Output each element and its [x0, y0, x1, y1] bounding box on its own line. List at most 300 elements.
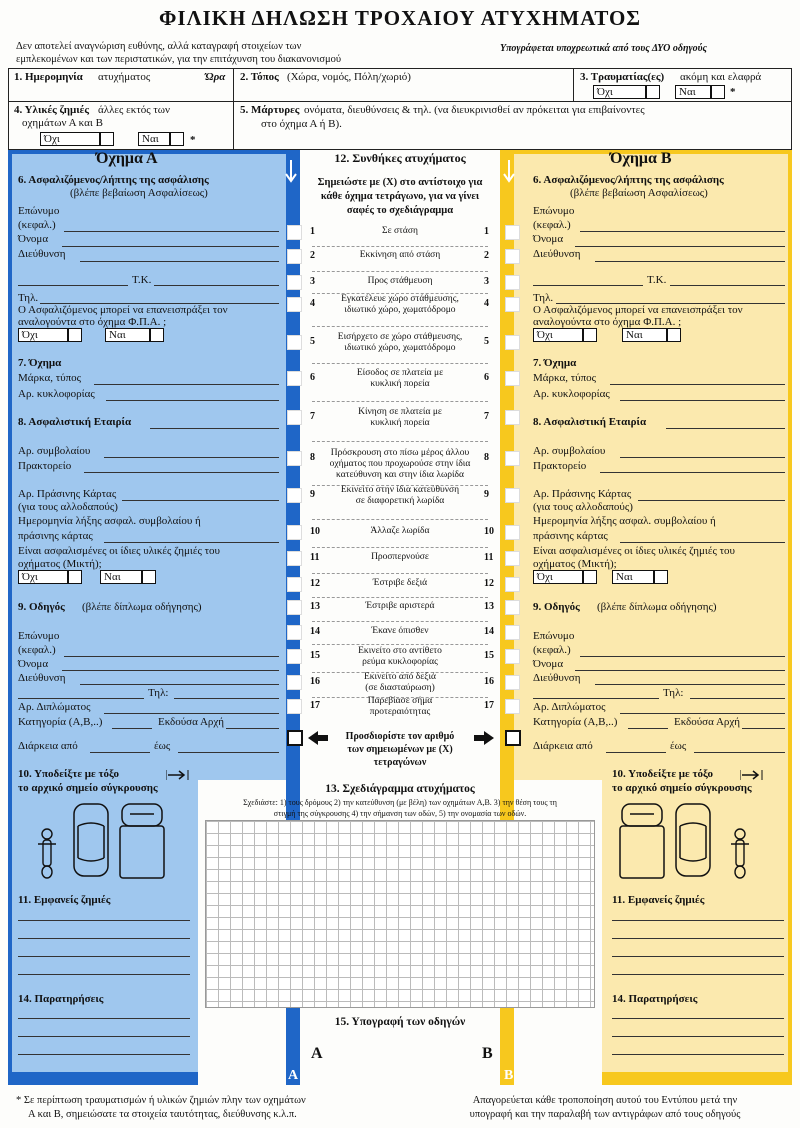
circumstances-instr-3: σαφές το σχεδιάγραμμα	[346, 205, 454, 216]
circumstance-text: κατεύθυνση και στην ίδια λωρίδα	[336, 470, 464, 480]
circumstance-number-right: 15	[484, 650, 494, 661]
circumstance-separator	[312, 519, 488, 520]
b-s11-label: 11. Εμφανείς ζημιές	[612, 894, 705, 906]
circumstance-separator	[312, 597, 488, 598]
a-count-box[interactable]	[287, 730, 303, 746]
damage-star: *	[190, 134, 196, 146]
b-mixed-yes-checkbox[interactable]	[654, 570, 668, 584]
field-3-sub: ακόμη και ελαφρά	[680, 71, 762, 83]
circumstance-number-left: 12	[310, 578, 320, 589]
a-circumstance-checkbox-3[interactable]	[287, 275, 302, 290]
b-d-name-label: Όνομα	[533, 658, 564, 670]
b-s7-label: 7. Όχημα	[533, 357, 577, 369]
b-mixed-label-2: οχήματος (Μικτή);	[533, 558, 617, 570]
a-policy-input[interactable]	[104, 457, 279, 458]
sketch-title: 13. Σχεδιάγραμμα ατυχήματος	[325, 783, 475, 795]
a-until-label: έως	[154, 740, 171, 752]
b-s9-sub: (βλέπε δίπλωμα οδήγησης)	[597, 601, 717, 613]
b-vat-yes-checkbox[interactable]	[667, 328, 681, 342]
a-plate-input[interactable]	[106, 400, 279, 401]
b-expiry-label-2: πράσινης κάρτας	[533, 530, 608, 542]
a-circumstance-checkbox-7[interactable]	[287, 410, 302, 425]
b-mixed-label: Είναι ασφαλισμένες οι ίδιες υλικές ζημιές του	[533, 545, 735, 557]
b-postal-input[interactable]	[670, 285, 785, 286]
circumstance-separator	[312, 246, 488, 247]
a-s11-label: 11. Εμφανείς ζημιές	[18, 894, 111, 906]
a-s14-line-2[interactable]	[18, 1036, 190, 1037]
circumstance-number-left: 11	[310, 552, 320, 563]
b-s14-label: 14. Παρατηρήσεις	[612, 993, 698, 1005]
a-s6-label: 6. Ασφαλιζόμενος/λήπτης της ασφάλισης	[18, 174, 209, 186]
vehicle-a-title: Όχημα Α	[96, 150, 158, 167]
b-plate-label: Αρ. κυκλοφορίας	[533, 388, 610, 400]
b-s8-label: 8. Ασφαλιστική Εταιρία	[533, 416, 647, 428]
a-mixed-yes-label: Ναι	[100, 570, 142, 584]
b-address-input[interactable]	[595, 261, 785, 262]
circumstances-instr-1: Σημειώστε με (Χ) στο αντίστοιχο για	[317, 177, 483, 188]
circumstance-text: Προσπερνούσε	[371, 552, 429, 562]
a-s9-sub: (βλέπε δίπλωμα οδήγησης)	[82, 601, 202, 613]
a-mixed-label-2: οχήματος (Μικτή);	[18, 558, 102, 570]
a-expiry-label: Ημερομηνία λήξης ασφαλ. συμβολαίου ή	[18, 515, 201, 527]
b-duration-label: Διάρκεια από	[533, 740, 593, 752]
b-circumstance-checkbox-6[interactable]	[505, 371, 520, 386]
field-5-sub-2: στο όχημα Α ή Β).	[261, 118, 342, 130]
a-vat-yes-checkbox[interactable]	[150, 328, 164, 342]
a-arrow-icon	[166, 768, 190, 780]
b-green-sub: (για τους αλλοδαπούς)	[533, 501, 633, 513]
a-d-surname-label-2: (κεφαλ.)	[18, 644, 56, 656]
b-s14-line-1[interactable]	[612, 1018, 784, 1019]
a-address-label: Διεύθυνση	[18, 248, 66, 260]
a-address-input[interactable]	[80, 261, 279, 262]
a-vat-line-2: αναλογούντα στο όχημα Φ.Π.Α. ;	[18, 316, 167, 328]
circumstance-number-right: 16	[484, 676, 494, 687]
circumstance-text: Κίνηση σε πλατεία με	[358, 407, 442, 417]
circumstance-text: ρεύμα κυκλοφορίας	[362, 657, 438, 667]
b-count-box[interactable]	[505, 730, 521, 746]
a-postal-label: Τ.Κ.	[132, 274, 152, 286]
circumstance-text: ιδιωτικό χώρο, χωματόδρομο	[344, 305, 456, 315]
b-agency-label: Πρακτορείο	[533, 460, 587, 472]
circumstance-text: προτεραιότητας	[369, 707, 431, 717]
circumstance-text: σε διαφορετική λωρίδα	[355, 496, 445, 506]
a-green-label: Αρ. Πράσινης Κάρτας	[18, 488, 117, 500]
a-mixed-no-label: Όχι	[18, 570, 68, 584]
circumstance-text: Εκινείτο στο αντίθετο	[358, 646, 442, 656]
count-text-2: των σημειωμένων με (Χ)	[347, 744, 453, 755]
circumstance-number-right: 5	[484, 336, 489, 347]
b-s14-line-3[interactable]	[612, 1054, 784, 1055]
a-s8-input[interactable]	[150, 428, 279, 429]
b-policy-input[interactable]	[620, 457, 785, 458]
car-icon	[676, 804, 710, 876]
circumstance-text: Άλλαζε λωρίδα	[370, 526, 430, 536]
a-vehicles-svg	[30, 800, 190, 880]
a-mixed-no-checkbox[interactable]	[68, 570, 82, 584]
b-issuer-input[interactable]	[742, 728, 785, 729]
b-vat-yes-label: Ναι	[622, 328, 667, 342]
a-d-name-label: Όνομα	[18, 658, 49, 670]
circumstance-text: Εγκατέλευε χώρο στάθμευσης,	[341, 294, 459, 304]
a-surname-label-2: (κεφαλ.)	[18, 219, 56, 231]
circumstance-number-right: 2	[484, 250, 489, 261]
a-expiry-label-2: πράσινης κάρτας	[18, 530, 93, 542]
b-license-label: Αρ. Διπλώματος	[533, 701, 606, 713]
a-circumstance-checkbox-17[interactable]	[287, 699, 302, 714]
a-s9-label: 9. Οδηγός	[18, 601, 65, 613]
b-circumstance-checkbox-17[interactable]	[505, 699, 520, 714]
circumstance-number-left: 14	[310, 626, 320, 637]
vehicle-b-title: Όχημα Β	[610, 150, 672, 167]
b-circumstance-checkbox-15[interactable]	[505, 649, 520, 664]
b-brand-input[interactable]	[610, 384, 785, 385]
b-d-surname-label: Επώνυμο	[533, 630, 575, 642]
b-d-surname-input[interactable]	[580, 656, 785, 657]
a-issuer-input[interactable]	[226, 728, 279, 729]
circumstance-number-right: 3	[484, 276, 489, 287]
signature-b-label: B	[482, 1045, 493, 1062]
b-s11-line-3[interactable]	[612, 956, 784, 957]
b-circumstance-checkbox-3[interactable]	[505, 275, 520, 290]
signature-a-label: A	[311, 1045, 323, 1062]
circumstance-text: Παρεβίασε σήμα	[367, 696, 433, 706]
a-s14-line-3[interactable]	[18, 1054, 190, 1055]
circumstance-text: Εκκίνηση από στάση	[359, 250, 441, 260]
a-circumstance-checkbox-9[interactable]	[287, 488, 302, 503]
circumstance-number-left: 5	[310, 336, 315, 347]
a-expiry-input[interactable]	[104, 542, 279, 543]
count-text-1: Προσδιορίστε τον αριθμό	[345, 731, 455, 742]
a-corner-letter: A	[288, 1068, 299, 1083]
circumstance-text: Έστριβε αριστερά	[365, 601, 435, 611]
a-brand-input[interactable]	[94, 384, 279, 385]
a-license-input[interactable]	[104, 713, 279, 714]
field-1-sub: ατυχήματος	[98, 71, 151, 83]
a-s10-label: 10. Υποδείξτε με τόξο	[18, 768, 119, 780]
a-circumstance-checkbox-6[interactable]	[287, 371, 302, 386]
a-circumstance-checkbox-12[interactable]	[287, 577, 302, 592]
circumstance-number-right: 8	[484, 452, 489, 463]
circumstance-number-right: 17	[484, 700, 494, 711]
a-address-input-2[interactable]	[18, 285, 128, 286]
b-d-phone-input[interactable]	[690, 698, 785, 699]
b-until-label: έως	[670, 740, 687, 752]
b-green-input[interactable]	[638, 500, 785, 501]
a-s11-line-2[interactable]	[18, 938, 190, 939]
footer-left-2: Α και Β, σημειώσατε τα στοιχεία ταυτότητας, διεύθυνσης κ.λ.π.	[28, 1109, 297, 1120]
b-s9-label: 9. Οδηγός	[533, 601, 580, 613]
a-s7-label: 7. Όχημα	[18, 357, 62, 369]
a-d-surname-input[interactable]	[64, 656, 279, 657]
circumstance-number-right: 11	[484, 552, 494, 563]
field-4-sub-2: οχημάτων Α και Β	[22, 117, 103, 129]
a-circumstance-checkbox-1[interactable]	[287, 225, 302, 240]
b-mixed-no-label: Όχι	[533, 570, 583, 584]
a-circumstance-checkbox-11[interactable]	[287, 551, 302, 566]
a-category-label: Κατηγορία (Α,Β,..)	[18, 716, 103, 728]
circumstance-text: Εκινείτο από δεξιά	[363, 672, 437, 682]
circumstance-number-right: 4	[484, 298, 489, 309]
b-circumstance-checkbox-2[interactable]	[505, 249, 520, 264]
circumstance-number-left: 9	[310, 489, 315, 500]
circumstance-text: Έστριβε δεξιά	[372, 578, 428, 588]
a-s14-label: 14. Παρατηρήσεις	[18, 993, 104, 1005]
a-circumstance-checkbox-15[interactable]	[287, 649, 302, 664]
b-s6-label: 6. Ασφαλιζόμενος/λήπτης της ασφάλισης	[533, 174, 724, 186]
damage-yes-label: Ναι	[138, 132, 170, 146]
a-postal-input[interactable]	[154, 285, 279, 286]
b-postal-label: Τ.Κ.	[647, 274, 667, 286]
b-vehicles-icons[interactable]	[616, 800, 776, 880]
b-circumstance-checkbox-7[interactable]	[505, 410, 520, 425]
b-mixed-no-checkbox[interactable]	[583, 570, 597, 584]
damage-no-label: Όχι	[40, 132, 100, 146]
a-circumstance-checkbox-5[interactable]	[287, 335, 302, 350]
a-d-address-input[interactable]	[80, 684, 279, 685]
circumstance-text: Πρόσκρουση στο πίσω μέρος άλλου	[330, 448, 470, 458]
a-circumstance-checkbox-10[interactable]	[287, 525, 302, 540]
a-vat-no-checkbox[interactable]	[68, 328, 82, 342]
subtitle-line-2: εμπλεκομένων και των περιστατικών, για την επιτάχυνση του διακανονισμού	[16, 54, 342, 65]
circumstance-number-left: 7	[310, 411, 315, 422]
a-d-name-input[interactable]	[62, 670, 279, 671]
truck-icon	[120, 804, 164, 878]
circumstance-number-right: 6	[484, 372, 489, 383]
circumstance-number-left: 4	[310, 298, 315, 309]
field-4-label: 4. Υλικές ζημιές	[14, 104, 90, 116]
b-surname-label: Επώνυμο	[533, 205, 575, 217]
b-d-name-input[interactable]	[575, 670, 785, 671]
b-vehicles-svg	[616, 800, 776, 880]
a-circumstance-checkbox-16[interactable]	[287, 675, 302, 690]
injured-yes-label: Ναι	[675, 85, 711, 99]
circumstance-number-right: 14	[484, 626, 494, 637]
b-license-input[interactable]	[620, 713, 785, 714]
circumstance-number-right: 7	[484, 411, 489, 422]
circumstance-number-left: 8	[310, 452, 315, 463]
b-circumstance-checkbox-13[interactable]	[505, 600, 520, 615]
circumstances-title: 12. Συνθήκες ατυχήματος	[334, 151, 466, 165]
b-vat-no-checkbox[interactable]	[583, 328, 597, 342]
circumstance-separator	[312, 644, 488, 645]
b-expiry-label: Ημερομηνία λήξης ασφαλ. συμβολαίου ή	[533, 515, 716, 527]
a-green-sub: (για τους αλλοδαπούς)	[18, 501, 118, 513]
field-1-time: Ώρα	[205, 71, 226, 83]
circumstance-text: ιδιωτικό χώρο, χωματόδρομο	[344, 343, 456, 353]
circumstance-separator	[312, 363, 488, 364]
b-arrow-icon	[740, 768, 764, 780]
a-d-phone-label: Τηλ:	[148, 687, 169, 699]
b-circumstance-checkbox-9[interactable]	[505, 488, 520, 503]
b-circumstance-checkbox-8[interactable]	[505, 451, 520, 466]
a-s11-line-1[interactable]	[18, 920, 190, 921]
b-s11-line-1[interactable]	[612, 920, 784, 921]
circumstance-number-left: 2	[310, 250, 315, 261]
a-s11-line-4[interactable]	[18, 974, 190, 975]
b-duration-from-input[interactable]	[606, 752, 666, 753]
circumstances-instr-2: κάθε όχημα τετράγωνο, για να γίνει	[320, 191, 480, 202]
circumstance-text: (σε διασταύρωση)	[365, 683, 435, 693]
b-circumstance-checkbox-11[interactable]	[505, 551, 520, 566]
footer-right-2: υπογραφή και την παραλαβή των αντιγράφων από τους οδηγούς	[469, 1109, 741, 1120]
b-circumstance-checkbox-1[interactable]	[505, 225, 520, 240]
circumstance-number-right: 9	[484, 489, 489, 500]
injured-no-label: Όχι	[593, 85, 646, 99]
circumstance-number-left: 15	[310, 650, 320, 661]
subtitle-line-1: Δεν αποτελεί αναγνώριση ευθύνης, αλλά καταγραφή στοιχείων των	[16, 41, 302, 52]
count-text-3: τετραγώνων	[373, 757, 427, 768]
a-brand-label: Μάρκα, τύπος	[18, 372, 82, 384]
circumstance-separator	[312, 547, 488, 548]
a-circumstance-checkbox-2[interactable]	[287, 249, 302, 264]
circumstance-text: Έκανε όπισθεν	[371, 626, 429, 636]
b-vat-line-1: Ο Ασφαλιζόμενος μπορεί να επανεισπράξει τον	[533, 304, 743, 316]
circumstance-text: κυκλική πορεία	[370, 418, 430, 428]
a-surname-input[interactable]	[64, 231, 279, 232]
circumstance-text: Είσοδος σε πλατεία με	[356, 368, 444, 378]
field-2-sub: (Χώρα, νομός, Πόλη/χωριό)	[287, 71, 411, 83]
b-address-label: Διεύθυνση	[533, 248, 581, 260]
a-license-label: Αρ. Διπλώματος	[18, 701, 91, 713]
a-circumstance-checkbox-8[interactable]	[287, 451, 302, 466]
a-mixed-yes-checkbox[interactable]	[142, 570, 156, 584]
b-d-address-input[interactable]	[595, 684, 785, 685]
b-s10-label-2: το αρχικό σημείο σύγκρουσης	[612, 782, 752, 794]
a-name-input[interactable]	[62, 246, 279, 247]
b-circumstance-checkbox-5[interactable]	[505, 335, 520, 350]
a-d-surname-label: Επώνυμο	[18, 630, 60, 642]
circumstance-number-left: 1	[310, 226, 315, 237]
a-vat-line-1: Ο Ασφαλιζόμενος μπορεί να επανεισπράξει τον	[18, 304, 228, 316]
circumstance-number-left: 6	[310, 372, 315, 383]
circumstance-number-right: 1	[484, 226, 489, 237]
field-5-sub-1: ονόματα, διευθύνσεις & τηλ. (να διευκρινισθεί αν πρόκειται για επιβαίνοντες	[304, 104, 645, 116]
b-issuer-label: Εκδούσα Αρχή	[674, 716, 741, 728]
a-phone-label: Τηλ.	[18, 292, 39, 304]
a-vat-yes-label: Ναι	[105, 328, 150, 342]
circumstance-number-left: 16	[310, 676, 320, 687]
b-circumstance-checkbox-16[interactable]	[505, 675, 520, 690]
a-agency-label: Πρακτορείο	[18, 460, 72, 472]
sketch-grid[interactable]	[205, 820, 595, 1008]
circumstance-text: οχήματος που προχωρούσε στην ίδια	[329, 459, 471, 469]
a-s11-line-3[interactable]	[18, 956, 190, 957]
b-plate-input[interactable]	[620, 400, 785, 401]
b-circumstance-checkbox-14[interactable]	[505, 625, 520, 640]
b-s6-sub: (βλέπε βεβαίωση Ασφαλίσεως)	[570, 187, 708, 199]
b-s14-line-2[interactable]	[612, 1036, 784, 1037]
circumstance-separator	[312, 401, 488, 402]
a-circumstance-checkbox-14[interactable]	[287, 625, 302, 640]
motorcycle-icon	[38, 829, 56, 878]
circumstance-separator	[312, 621, 488, 622]
car-icon	[74, 804, 108, 876]
b-d-surname-label-2: (κεφαλ.)	[533, 644, 571, 656]
sign-note: Υπογράφεται υποχρεωτικά από τους ΔΥΟ οδηγούς	[500, 43, 707, 54]
b-circumstance-checkbox-4[interactable]	[505, 297, 520, 312]
a-agency-input[interactable]	[84, 472, 279, 473]
circumstance-text: κυκλική πορεία	[370, 379, 430, 389]
a-duration-from-input[interactable]	[90, 752, 150, 753]
field-5-label: 5. Μάρτυρες	[240, 104, 300, 116]
a-until-input[interactable]	[178, 752, 279, 753]
b-brand-label: Μάρκα, τύπος	[533, 372, 597, 384]
b-expiry-input[interactable]	[620, 542, 785, 543]
b-s8-input[interactable]	[666, 428, 785, 429]
circumstance-number-left: 10	[310, 526, 320, 537]
b-d-address-input-2[interactable]	[533, 698, 659, 699]
a-d-phone-input[interactable]	[174, 698, 279, 699]
injured-star: *	[730, 86, 736, 98]
b-surname-input[interactable]	[580, 231, 785, 232]
b-name-input[interactable]	[575, 246, 785, 247]
circumstance-number-right: 12	[484, 578, 494, 589]
b-policy-label: Αρ. συμβολαίου	[533, 445, 606, 457]
circumstance-text: Προς στάθμευση	[367, 276, 433, 286]
b-s11-line-2[interactable]	[612, 938, 784, 939]
a-plate-label: Αρ. κυκλοφορίας	[18, 388, 95, 400]
motorcycle-icon	[731, 829, 749, 878]
b-vat-no-label: Όχι	[533, 328, 583, 342]
a-s8-label: 8. Ασφαλιστική Εταιρία	[18, 416, 132, 428]
b-until-input[interactable]	[694, 752, 785, 753]
a-circumstance-checkbox-13[interactable]	[287, 600, 302, 615]
b-category-label: Κατηγορία (Α,Β,..)	[533, 716, 618, 728]
b-d-phone-label: Τηλ:	[663, 687, 684, 699]
b-agency-input[interactable]	[600, 472, 785, 473]
circumstance-number-left: 17	[310, 700, 320, 711]
footer-right-1: Απαγορεύεται κάθε τροποποίηση αυτού του Εντύπου μετά την	[472, 1095, 738, 1106]
a-issuer-label: Εκδούσα Αρχή	[158, 716, 225, 728]
circumstance-separator	[312, 271, 488, 272]
field-2-label: 2. Τόπος	[240, 71, 279, 83]
circumstance-separator	[312, 573, 488, 574]
b-address-input-2[interactable]	[533, 285, 643, 286]
b-circumstance-checkbox-10[interactable]	[505, 525, 520, 540]
field-1-label: 1. Ημερομηνία	[14, 71, 83, 83]
signatures-title: 15. Υπογραφή των οδηγών	[334, 1016, 466, 1028]
b-circumstance-checkbox-12[interactable]	[505, 577, 520, 592]
a-s14-line-1[interactable]	[18, 1018, 190, 1019]
a-policy-label: Αρ. συμβολαίου	[18, 445, 91, 457]
a-duration-label: Διάρκεια από	[18, 740, 78, 752]
circumstance-text: Σε στάση	[382, 226, 418, 236]
a-circumstance-checkbox-4[interactable]	[287, 297, 302, 312]
b-name-label: Όνομα	[533, 233, 564, 245]
form-title: ΦΙΛΙΚΗ ΔΗΛΩΣΗ ΤΡΟΧΑΙΟΥ ΑΤΥΧΗΜΑΤΟΣ	[158, 6, 642, 30]
b-vat-line-2: αναλογούντα στο όχημα Φ.Π.Α. ;	[533, 316, 682, 328]
a-d-address-input-2[interactable]	[18, 698, 144, 699]
a-category-input[interactable]	[112, 728, 152, 729]
a-green-input[interactable]	[122, 500, 279, 501]
a-mixed-label: Είναι ασφαλισμένες οι ίδιες υλικές ζημιές του	[18, 545, 220, 557]
sketch-desc-2: στιγμή της σύγκρουσης 4) την σήμανση των οδών, 5) την ονομασία των οδών.	[273, 809, 527, 818]
circumstance-number-left: 3	[310, 276, 315, 287]
a-name-label: Όνομα	[18, 233, 49, 245]
b-d-address-label: Διεύθυνση	[533, 672, 581, 684]
a-vehicles-icons[interactable]	[30, 800, 190, 880]
b-green-label: Αρ. Πράσινης Κάρτας	[533, 488, 632, 500]
footer-left-1: * Σε περίπτωση τραυματισμών ή υλικών ζημιών πλην των οχημάτων	[16, 1095, 306, 1106]
circumstance-number-right: 13	[484, 601, 494, 612]
b-mixed-yes-label: Ναι	[612, 570, 654, 584]
circumstance-separator	[312, 326, 488, 327]
b-s11-line-4[interactable]	[612, 974, 784, 975]
b-category-input[interactable]	[628, 728, 668, 729]
circumstance-text: Εισήρχετο σε χώρο στάθμευσης,	[337, 332, 463, 342]
circumstance-number-left: 13	[310, 601, 320, 612]
